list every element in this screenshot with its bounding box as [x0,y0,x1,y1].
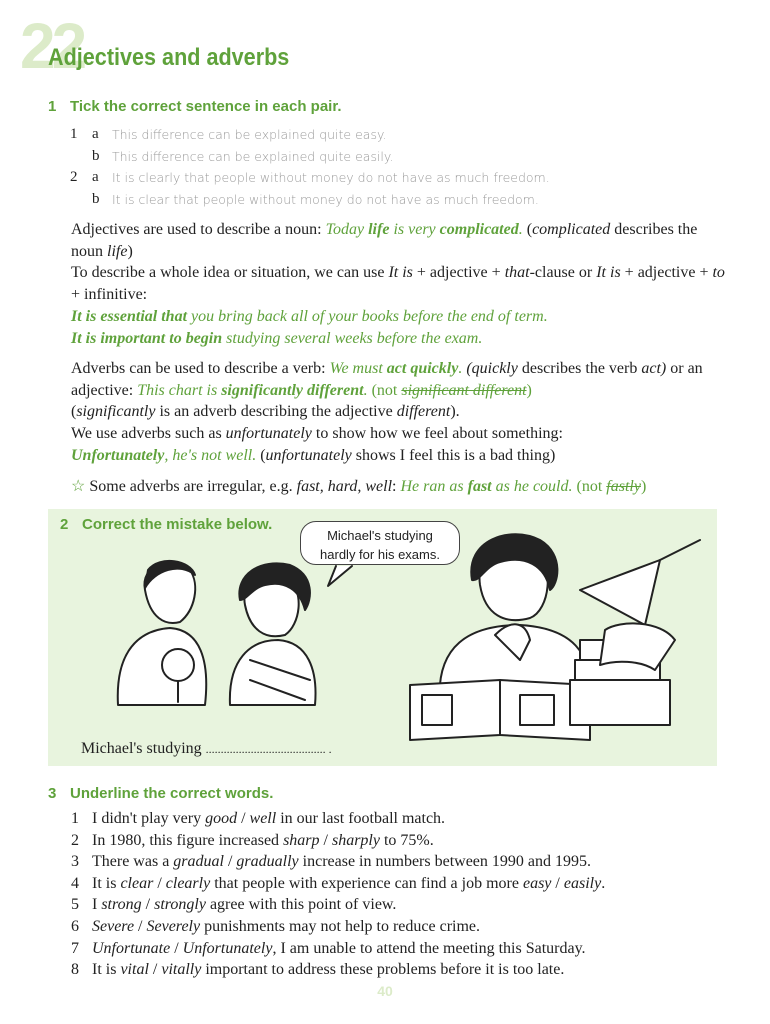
option-word[interactable]: strongly [154,896,206,914]
list-item: 4 It is clear / clearly that people with experience can find a job more easy / easily. [71,874,606,892]
list-item: 8 It is vital / vitally important to address these problems before it is too late. [71,961,565,979]
sentence-option: It is clear that people without money do not have as much freedom. [112,191,539,207]
page-number: 40 [377,983,393,999]
pair-letter: a [92,169,99,185]
exercise-1-pairs [70,124,550,210]
option-word[interactable]: well [249,810,277,827]
option-word[interactable]: easy [522,874,552,892]
pair-letter: b [92,147,100,164]
sentence-option: It is clearly that people without money do not have as much freedom. [112,170,550,185]
option-word[interactable]: easily [563,874,602,892]
exercise-1-heading [48,98,342,115]
option-word[interactable]: sharp [283,831,320,849]
option-word[interactable]: good [205,810,238,827]
example-important: It is important to begin [71,329,223,347]
grammar-adverbs: Adverbs can be used to describe a verb: We must act quickly. (quickly describes the verb act) or an adjective: This chart is significantly different. (not significant different) (significantly is an adverb describing the adjective different). We use adverbs such as unfortunately to show how we feel about something: Unfortunately, he's not well. (unfortunately shows I feel this is a bad thing) [71,360,703,464]
option-word[interactable]: strong [101,896,142,914]
exercise-2-title: Correct the mistake below. [82,516,273,533]
list-item: 5 I strong / strongly agree with this point of view. [71,896,397,914]
option-word[interactable]: Unfortunate [92,939,171,957]
exercise-3-number: 3 [48,785,57,802]
unit-number: 22 [20,10,84,82]
option-word[interactable]: gradual [173,853,224,871]
exercise-3-list [71,808,605,981]
pair-number: 2 [70,169,78,185]
exercise-1-number: 1 [48,98,57,115]
pair-letter: b [92,190,100,207]
list-item: 6 Severe / Severely punishments may not help to reduce crime. [71,917,481,935]
pair-2b[interactable] [70,189,550,211]
pair-letter: a [92,126,99,142]
list-item: 3 There was a gradual / gradually increase in numbers between 1990 and 1995. [71,853,591,871]
exercise-1-title: Tick the correct sentence in each pair. [70,98,342,115]
sentence-option: This difference can be explained quite easy. [112,127,387,142]
pair-1b[interactable] [70,146,550,168]
answer-blank[interactable]: ........................................ . [205,742,332,756]
list-item: 2 In 1980, this figure increased sharp / sharply to 75%. [71,831,434,849]
speech-bubble: Michael's studying hardly for his exams. [300,521,460,565]
option-word[interactable]: Severely [146,917,201,935]
option-word[interactable]: sharply [331,831,380,849]
option-word[interactable]: gradually [236,853,299,871]
list-item: 7 Unfortunate / Unfortunately, I am unable to attend the meeting this Saturday. [71,939,586,957]
list-item: 1 I didn't play very good / well in our last football match. [71,810,446,827]
option-word[interactable]: vitally [161,961,202,979]
grammar-irregular: ☆ Some adverbs are irregular, e.g. fast, hard, well: He ran as fast as he could. (not fastly) [71,478,647,495]
option-word[interactable]: clear [120,874,154,892]
option-word[interactable]: Severe [92,917,135,935]
exercise-2-number: 2 [60,516,69,533]
option-word[interactable]: Unfortunately [182,939,273,957]
option-word[interactable]: clearly [165,874,211,892]
example-essential: It is essential that [71,307,188,325]
sentence-option: This difference can be explained quite easily. [112,148,394,164]
page-title: Adjectives and adverbs [48,44,290,71]
exercise-2-answer-line[interactable]: Michael's studying ........................................ . [81,740,332,757]
exercise-3-title: Underline the correct words. [70,785,274,802]
pair-2a[interactable] [70,167,550,189]
option-word[interactable]: vital [120,961,149,979]
exercise-3-heading [48,785,273,802]
pair-number: 1 [70,126,78,142]
pair-1a[interactable] [70,124,550,146]
grammar-adjectives: Adjectives are used to describe a noun: Today life is very complicated. (complicated describes the noun life) To describe a whole idea or situation, we can use It is + adjective + that-clause or It is + adjective + to + infinitive: It is essential that you bring back all of your books before the end of term. It is important to begin studying several weeks before the exam. [71,221,725,347]
star-icon: ☆ [71,478,86,495]
